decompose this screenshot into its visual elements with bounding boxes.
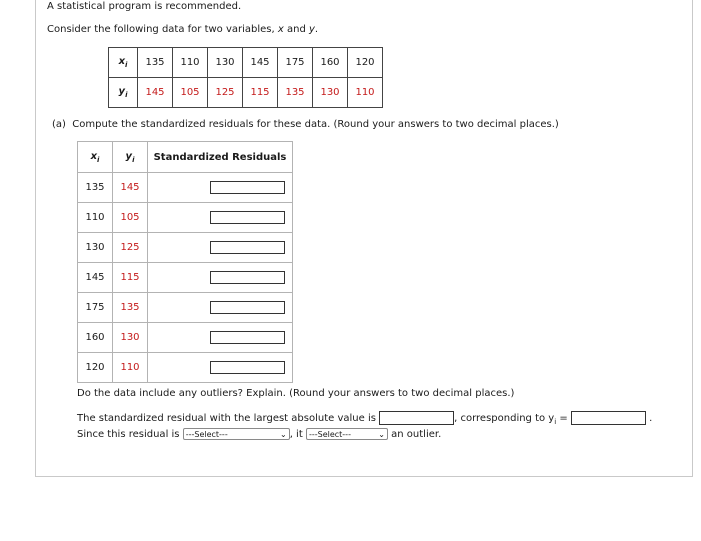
residual-input[interactable] <box>210 331 285 344</box>
y-value: 130 <box>313 78 348 108</box>
outlier-question: Do the data include any outliers? Explain. (Round your answers to two decimal places.) <box>77 388 515 399</box>
x-value: 110 <box>173 48 208 78</box>
data-row-y <box>109 78 383 108</box>
residual-input[interactable] <box>210 181 285 194</box>
row-x-value: 175 <box>78 293 113 323</box>
data-row-x <box>109 48 383 78</box>
residual-cell <box>148 353 293 383</box>
comparison-select[interactable] <box>183 428 290 440</box>
an-outlier-label: an outlier. <box>391 429 442 440</box>
row-y-value: 145 <box>113 173 148 203</box>
row-x-value: 120 <box>78 353 113 383</box>
x-value: 160 <box>313 48 348 78</box>
residual-input[interactable] <box>210 211 285 224</box>
table-row <box>78 263 293 293</box>
row-x-value: 130 <box>78 233 113 263</box>
col-header-y: $y_i$ <box>113 142 148 173</box>
table-row <box>78 293 293 323</box>
y-subscript: i <box>554 418 557 426</box>
part-a-instruction <box>52 119 559 130</box>
row-y-value: 115 <box>113 263 148 293</box>
row-x-value: 110 <box>78 203 113 233</box>
chevron-down-icon: ⌄ <box>378 430 385 439</box>
y-value: 125 <box>208 78 243 108</box>
intro-end: . <box>314 24 319 35</box>
residual-cell <box>148 203 293 233</box>
col-header-x: $x_i$ <box>78 142 113 173</box>
x-value: 175 <box>278 48 313 78</box>
y-value: 110 <box>348 78 383 108</box>
corresponding-y-input[interactable] <box>571 411 646 425</box>
table-row <box>78 233 293 263</box>
intro-var-y: y <box>308 24 315 35</box>
table-row <box>78 203 293 233</box>
row-x-value: 135 <box>78 173 113 203</box>
part-a-text: Compute the standardized residuals for these data. (Round your answers to two decimal places.) <box>72 119 559 130</box>
x-value: 135 <box>138 48 173 78</box>
outlier-conclusion-line <box>77 428 441 440</box>
program-note: A statistical program is recommended. <box>47 1 242 12</box>
largest-residual-input[interactable] <box>379 411 454 425</box>
intro-prefix: Consider the following data for two variables, <box>47 24 278 35</box>
row-y-value: 135 <box>113 293 148 323</box>
row-y-value: 130 <box>113 323 148 353</box>
residual-input[interactable] <box>210 271 285 284</box>
residual-cell <box>148 233 293 263</box>
residual-cell <box>148 173 293 203</box>
y-value: 115 <box>243 78 278 108</box>
y-value: 135 <box>278 78 313 108</box>
row-y-value: 105 <box>113 203 148 233</box>
y-value: 145 <box>138 78 173 108</box>
residual-cell <box>148 323 293 353</box>
table-row <box>78 173 293 203</box>
residual-input[interactable] <box>210 241 285 254</box>
comparison-select-value: ---Select--- <box>185 430 228 439</box>
since-label: Since this residual is <box>77 429 180 440</box>
equals-sign: = <box>556 413 568 424</box>
residuals-header-row <box>78 142 293 173</box>
part-a-label: (a) <box>52 119 66 130</box>
corresponding-label: , corresponding to y <box>454 413 555 424</box>
row-y-value: 125 <box>113 233 148 263</box>
it-label: , it <box>289 429 303 440</box>
residual-input[interactable] <box>210 301 285 314</box>
table-row <box>78 353 293 383</box>
chevron-down-icon: ⌄ <box>280 430 287 439</box>
x-header: $x_i$ <box>109 48 138 78</box>
residual-input[interactable] <box>210 361 285 374</box>
table-row <box>78 323 293 353</box>
largest-residual-line <box>77 411 652 426</box>
y-header: $y_i$ <box>109 78 138 108</box>
residuals-table <box>77 141 293 383</box>
row-x-value: 145 <box>78 263 113 293</box>
x-value: 120 <box>348 48 383 78</box>
residual-cell <box>148 263 293 293</box>
outlier-select-value: ---Select--- <box>308 430 351 439</box>
sentence-end: . <box>649 413 653 424</box>
row-y-value: 110 <box>113 353 148 383</box>
intro-mid: and <box>283 24 309 35</box>
y-value: 105 <box>173 78 208 108</box>
data-table <box>108 47 383 108</box>
residual-cell <box>148 293 293 323</box>
x-value: 130 <box>208 48 243 78</box>
x-value: 145 <box>243 48 278 78</box>
col-header-residuals: Standardized Residuals <box>148 142 293 173</box>
intro-text <box>47 24 318 35</box>
intro-var-x: x <box>277 24 284 35</box>
outlier-select[interactable] <box>306 428 388 440</box>
row-x-value: 160 <box>78 323 113 353</box>
largest-residual-label: The standardized residual with the largest absolute value is <box>77 413 376 424</box>
